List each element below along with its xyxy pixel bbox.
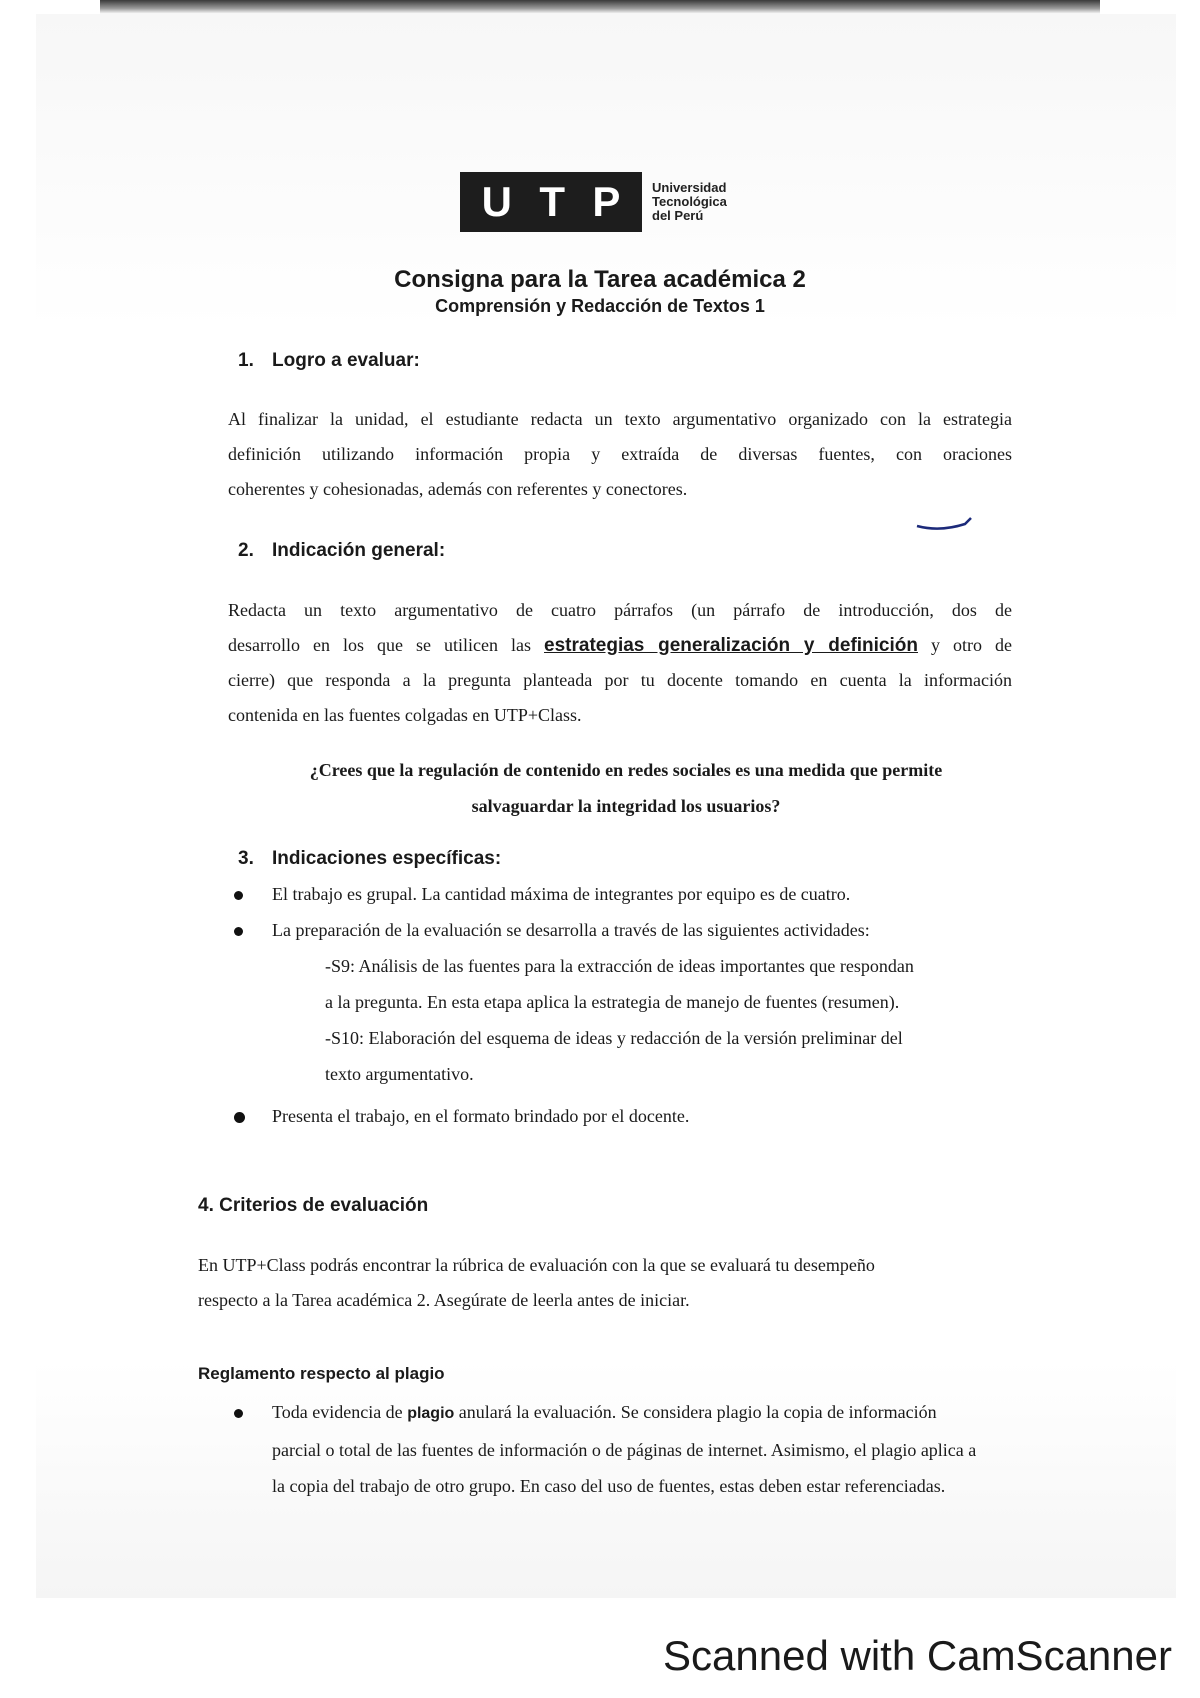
section-1-body bbox=[228, 402, 1012, 507]
list-item bbox=[228, 1098, 1028, 1134]
utp-logo-box bbox=[460, 172, 642, 232]
camscanner-watermark: Scanned with CamScanner bbox=[663, 1632, 1172, 1679]
section-2-heading bbox=[238, 540, 445, 562]
plagio-line-1-post: anulará la evaluación. Se considera plagio la copia de información bbox=[458, 1402, 937, 1422]
logo-line-2: Tecnológica bbox=[652, 194, 727, 209]
plagio-line-1-pre: Toda evidencia de bbox=[272, 1402, 403, 1422]
section-3-heading bbox=[238, 848, 501, 870]
section-1-line-3: coherentes y cohesionadas, además con referentes y conectores. bbox=[228, 479, 688, 499]
section-2-line-4: contenida en las fuentes colgadas en UTP+Class. bbox=[228, 705, 582, 725]
question-line-2: salvaguardar la integridad los usuarios? bbox=[471, 796, 781, 816]
section-2-line-2-pre: desarrollo en los que se utilicen las bbox=[228, 635, 531, 655]
plagio-line-3: la copia del trabajo de otro grupo. En caso del uso de fuentes, estas deben estar referenciadas. bbox=[272, 1476, 946, 1496]
logo-university-name bbox=[652, 181, 727, 223]
section-3-number: 3. bbox=[238, 848, 254, 869]
section-3-title: Indicaciones específicas: bbox=[272, 848, 502, 869]
logo-letter-t: T bbox=[539, 178, 565, 225]
pen-mark-icon bbox=[915, 512, 975, 534]
bullet-2-text: La preparación de la evaluación se desarrolla a través de las siguientes actividades: bbox=[272, 920, 870, 940]
document-subtitle: Comprensión y Redacción de Textos 1 bbox=[435, 296, 765, 316]
logo-line-1: Universidad bbox=[652, 180, 727, 195]
section-2-line-2-post: y otro de bbox=[931, 635, 1013, 655]
bullet-icon bbox=[234, 1112, 245, 1123]
section-2-body bbox=[228, 593, 1012, 733]
section-2-line-3: cierre) que responda a la pregunta planteada por tu docente tomando en cuenta la información bbox=[228, 670, 1012, 690]
section-1-title: Logro a evaluar: bbox=[272, 350, 420, 371]
section-4-body bbox=[198, 1248, 998, 1318]
plagio-emphasis: plagio bbox=[407, 1405, 455, 1422]
bullet-3-text: Presenta el trabajo, en el formato brindado por el docente. bbox=[272, 1106, 690, 1126]
bullet-1-text: El trabajo es grupal. La cantidad máxima de integrantes por equipo es de cuatro. bbox=[272, 884, 851, 904]
section-2-number: 2. bbox=[238, 540, 254, 561]
section-2-line-1: Redacta un texto argumentativo de cuatro párrafos (un párrafo de introducción, dos de bbox=[228, 600, 1012, 620]
activity-line-2: a la pregunta. En esta etapa aplica la estrategia de manejo de fuentes (resumen). bbox=[325, 992, 900, 1012]
section-2-line-2 bbox=[228, 628, 1012, 663]
section-2-title: Indicación general: bbox=[272, 540, 446, 561]
bullet-icon bbox=[234, 927, 243, 936]
scan-top-shadow bbox=[100, 0, 1100, 14]
activities-sublist bbox=[228, 948, 1028, 1092]
activity-line-4: texto argumentativo. bbox=[325, 1064, 474, 1084]
plagiarism-section bbox=[228, 1394, 1028, 1504]
utp-logo bbox=[460, 172, 727, 232]
list-item bbox=[228, 1468, 1028, 1504]
list-item bbox=[228, 1432, 1028, 1468]
bullet-icon bbox=[234, 891, 243, 900]
plagiarism-heading: Reglamento respecto al plagio bbox=[198, 1364, 445, 1383]
section-4-heading: 4. Criterios de evaluación bbox=[198, 1195, 429, 1216]
document-title: Consigna para la Tarea académica 2 bbox=[394, 266, 806, 293]
section-4-line-1: En UTP+Class podrás encontrar la rúbrica de evaluación con la que se evaluará tu desempeño bbox=[198, 1255, 875, 1275]
list-item bbox=[228, 876, 1028, 912]
section-3-list bbox=[228, 876, 1028, 1134]
guiding-question bbox=[228, 752, 1024, 824]
section-1-line-1: Al finalizar la unidad, el estudiante redacta un texto argumentativo organizado con la estrategia bbox=[228, 409, 1012, 429]
list-item bbox=[228, 912, 1028, 948]
section-4-line-2: respecto a la Tarea académica 2. Asegúrate de leerla antes de iniciar. bbox=[198, 1290, 690, 1310]
list-item bbox=[228, 1394, 1028, 1432]
strategies-emphasis: estrategias generalización y definición bbox=[544, 635, 918, 656]
section-1-number: 1. bbox=[238, 350, 254, 371]
plagio-line-2: parcial o total de las fuentes de información o de páginas de internet. Asimismo, el plagio aplica a bbox=[272, 1440, 977, 1460]
activity-line-3: -S10: Elaboración del esquema de ideas y redacción de la versión preliminar del bbox=[325, 1028, 903, 1048]
question-line-1: ¿Crees que la regulación de contenido en redes sociales es una medida que permite bbox=[309, 760, 943, 780]
section-1-heading bbox=[238, 350, 420, 372]
activity-line-1: -S9: Análisis de las fuentes para la extracción de ideas importantes que respondan bbox=[325, 956, 914, 976]
logo-line-3: del Perú bbox=[652, 208, 704, 223]
logo-letter-u: U bbox=[481, 178, 512, 225]
logo-letter-p: P bbox=[592, 178, 621, 225]
section-1-line-2: definición utilizando información propia y extraída de diversas fuentes, con oraciones bbox=[228, 444, 1012, 464]
bullet-icon bbox=[234, 1409, 243, 1418]
